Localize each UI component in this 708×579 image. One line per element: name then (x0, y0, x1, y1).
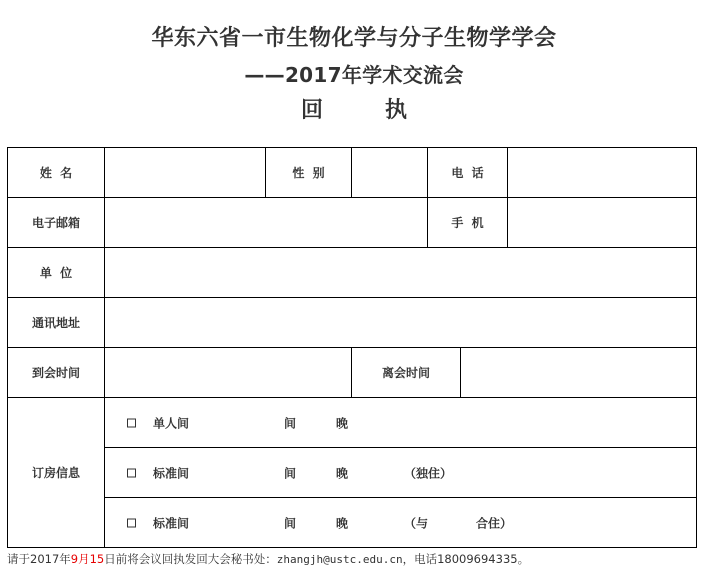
room-count-unit: 间 (284, 516, 297, 531)
footer-phone: ，电话18009694335。 (402, 552, 530, 566)
form-title: 华东六省一市生物化学与分子生物学学会 (151, 26, 557, 51)
footer-text: 日前将会议回执发回大会秘书处： (104, 552, 277, 566)
address-field[interactable] (105, 298, 696, 347)
roommate-note-close: 合住） (476, 516, 513, 531)
room-count-unit: 间 (284, 466, 297, 481)
room-note: （独住） (404, 466, 453, 481)
mobile-field[interactable] (508, 198, 696, 247)
name-label: 姓 名 (39, 166, 73, 180)
room-type-label: 标准间 (153, 516, 190, 531)
form-subtitle: ——2017年学术交流会 (244, 63, 464, 87)
night-count-unit: 晚 (336, 416, 349, 431)
gender-label: 性 别 (292, 166, 325, 180)
night-count-unit: 晚 (336, 466, 349, 481)
registration-form-table (7, 147, 697, 548)
email-field[interactable] (105, 198, 427, 247)
address-label: 通讯地址 (31, 316, 80, 330)
deadline-month: 9月 (70, 552, 90, 566)
gender-field[interactable] (352, 148, 427, 197)
booking-label: 订房信息 (31, 466, 80, 480)
night-count-unit: 晚 (336, 516, 349, 531)
phone-field[interactable] (508, 148, 696, 197)
room-option-standard-shared (104, 498, 697, 548)
footer-text: 请于2017年 (7, 552, 71, 566)
room-option-standard-solo (104, 448, 697, 498)
heading-char-2: 执 (385, 98, 408, 123)
unit-field[interactable] (105, 248, 696, 297)
deadline-day: 15 (89, 552, 105, 566)
form-heading-receipt (0, 93, 708, 124)
secretariat-email-link[interactable]: zhangjh@ustc.edu.cn (276, 553, 403, 566)
phone-label: 电 话 (451, 166, 484, 180)
room-option-single (104, 398, 697, 448)
room-type-label: 标准间 (153, 466, 190, 481)
unit-label: 单 位 (39, 266, 73, 280)
arrival-label: 到会时间 (31, 366, 80, 380)
departure-label: 离会时间 (381, 366, 430, 380)
room-count-unit: 间 (284, 416, 297, 431)
mobile-label: 手 机 (451, 216, 484, 230)
name-field[interactable] (105, 148, 265, 197)
heading-char-1: 回 (300, 98, 323, 123)
departure-field[interactable] (461, 348, 696, 397)
email-label: 电子邮箱 (31, 216, 80, 230)
footer-note (7, 551, 529, 567)
room-type-label: 单人间 (153, 416, 190, 431)
roommate-note-open: （与 (404, 516, 429, 531)
arrival-field[interactable] (105, 348, 351, 397)
